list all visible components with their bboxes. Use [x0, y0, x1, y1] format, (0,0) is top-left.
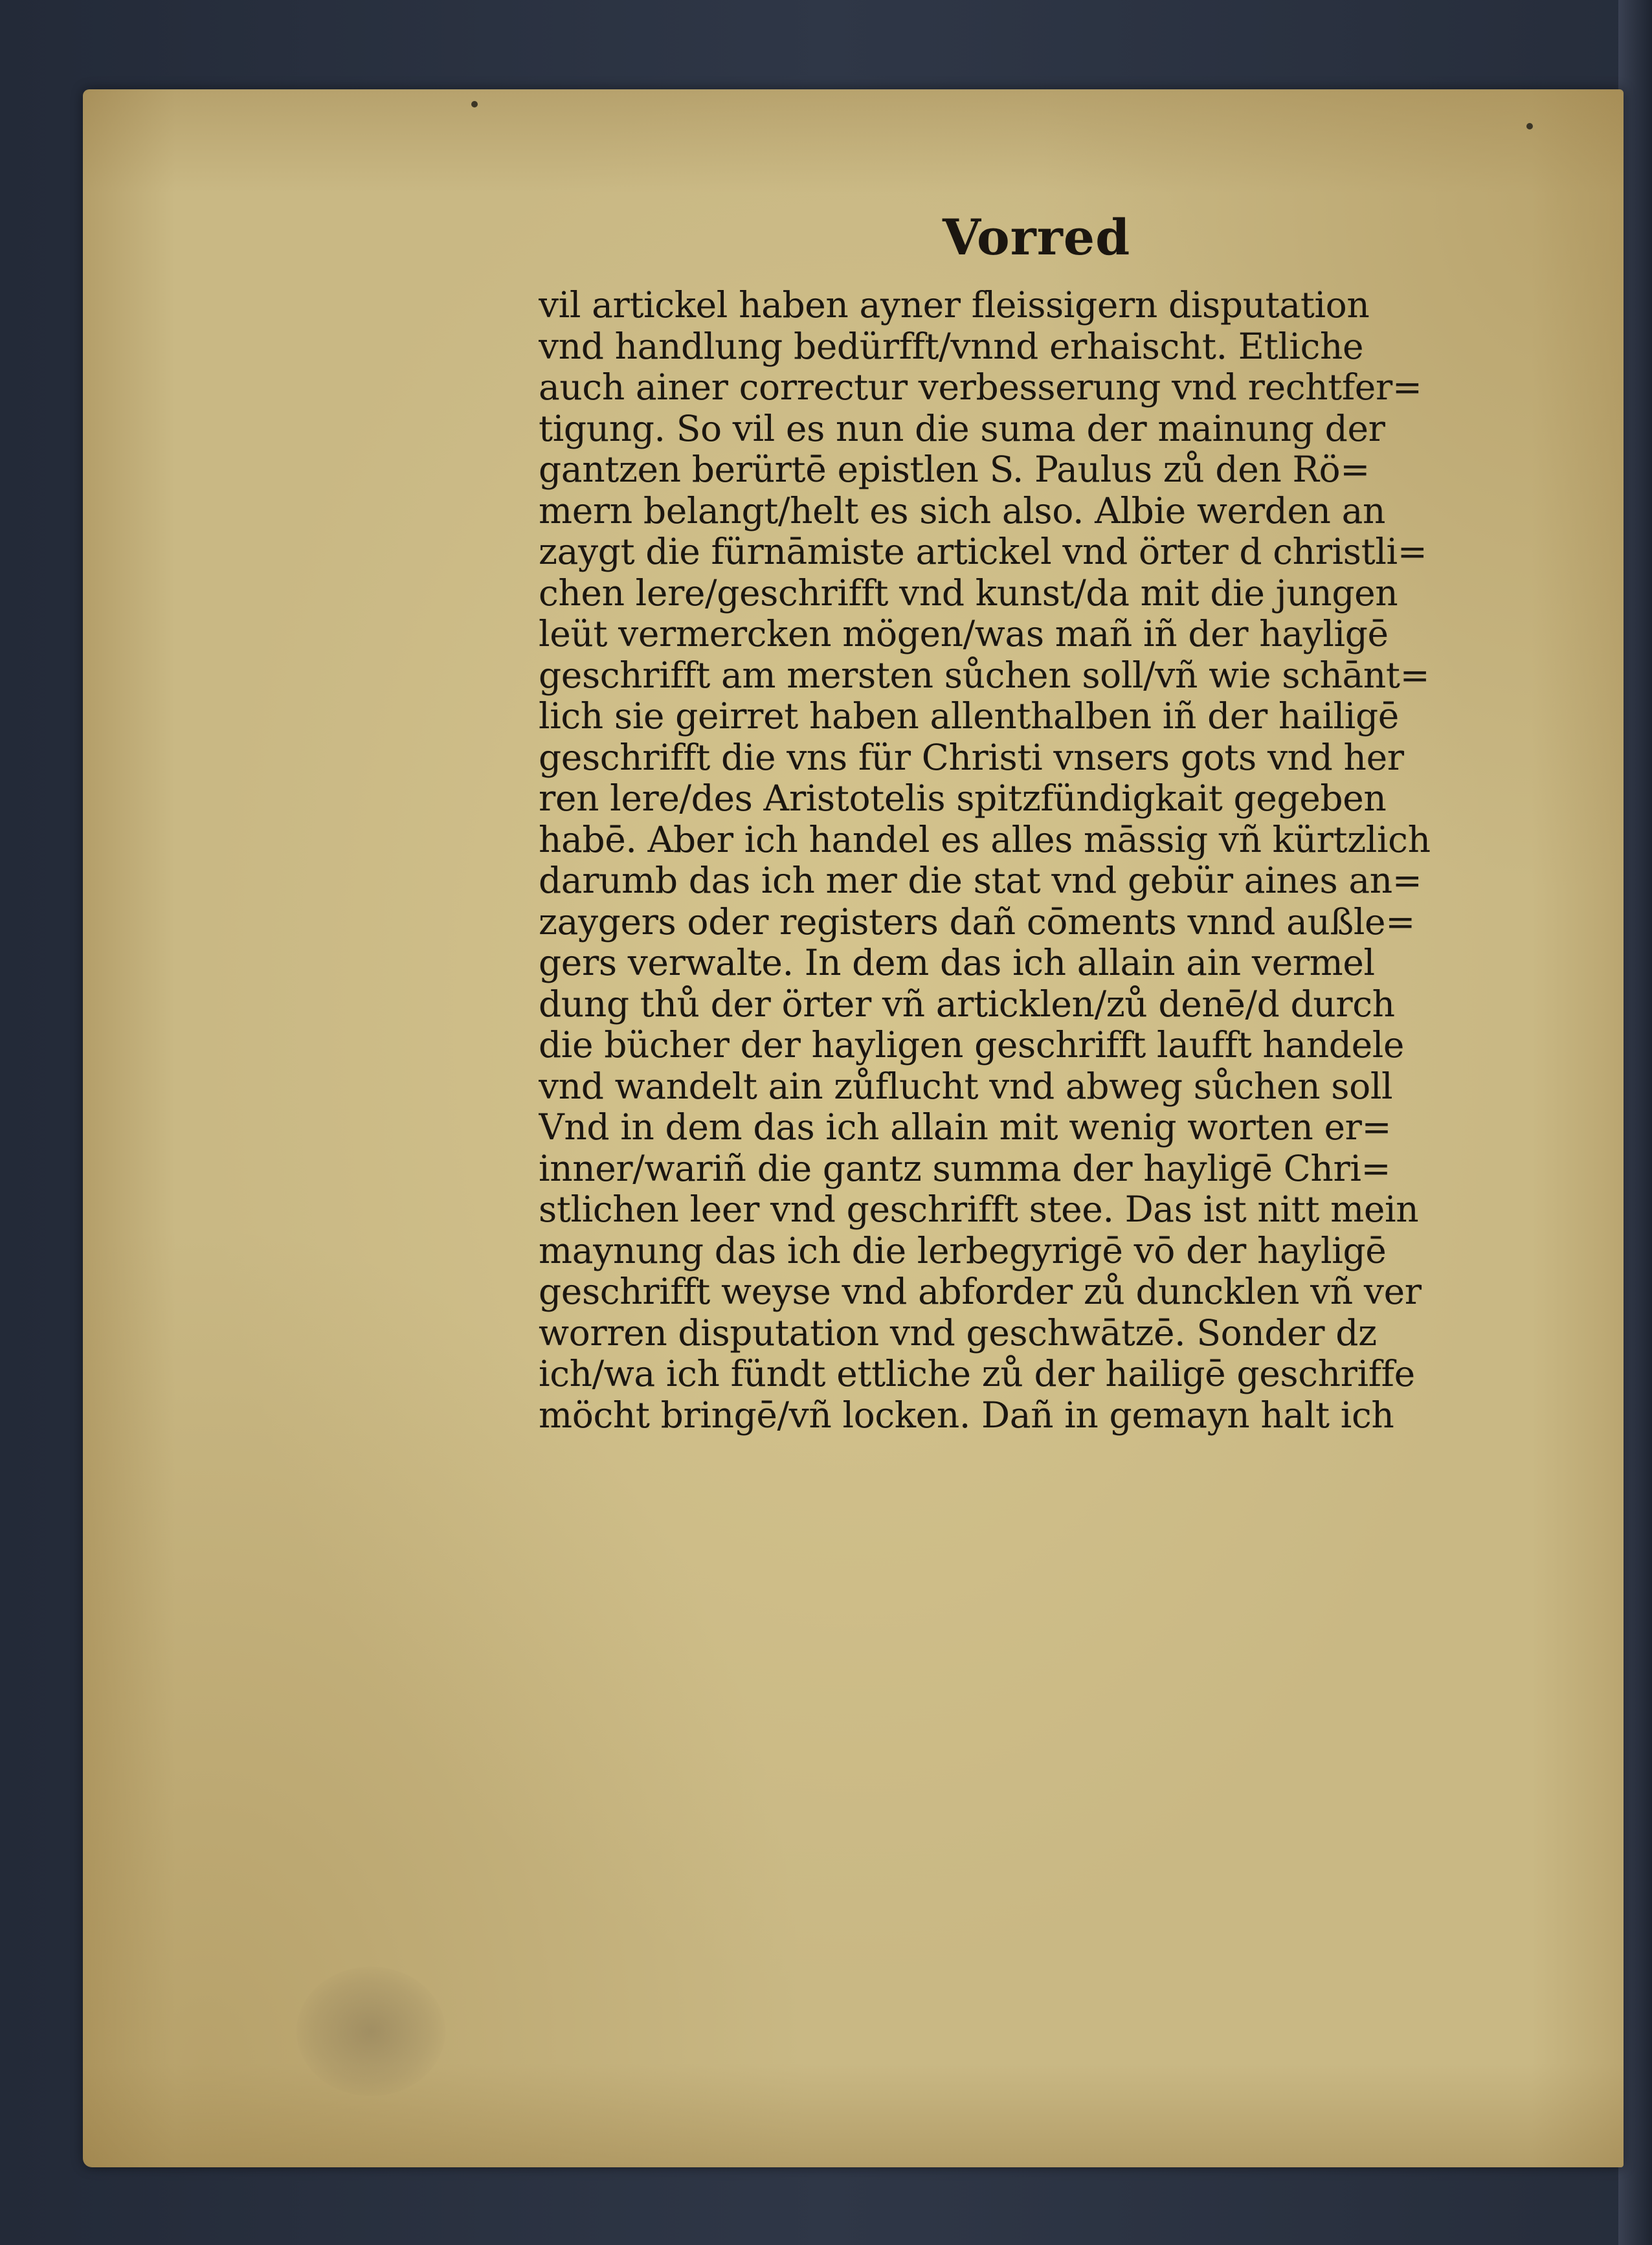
text-line: möcht bringē/vñ locken. Dañ in gemayn halt ich [539, 1394, 1394, 1436]
text-line: leüt vermercken mögen/was mañ iñ der hayligē [539, 614, 1389, 654]
text-line: dung thů der örter vñ articklen/zů denē/d durch [539, 983, 1395, 1025]
text-line: chen lere/geschrifft vnd kunst/da mit die jungen [539, 572, 1398, 614]
text-line: Vnd in dem das ich allain mit wenig worten er= [539, 1107, 1392, 1148]
text-line: lich sie geirret haben allenthalben iñ der hailigē [539, 696, 1399, 737]
ink-speck [471, 101, 478, 107]
text-line: ich/wa ich fündt ettliche zů der hailigē geschriffe [539, 1354, 1415, 1394]
text-line: stlichen leer vnd geschrifft stee. Das ist nitt mein [539, 1189, 1419, 1230]
text-line: maynung das ich die lerbegyrigē vō der hayligē [539, 1230, 1387, 1271]
text-line: vil artickel haben ayner fleissigern disputation [539, 285, 1370, 326]
text-line: vnd handlung bedürfft/vnnd erhaischt. Etliche [539, 326, 1364, 367]
text-line: habē. Aber ich handel es alles māssig vñ kürtzlich [539, 819, 1431, 860]
text-line: geschrifft am mersten sůchen soll/vñ wie schānt= [539, 654, 1430, 696]
text-line: geschrifft die vns für Christi vnsers gots vnd her [539, 737, 1404, 778]
body-text [539, 285, 1510, 1436]
text-line: tigung. So vil es nun die suma der mainung der [539, 408, 1385, 449]
text-line: inner/wariñ die gantz summa der hayligē Chri= [539, 1148, 1391, 1189]
thumbprint-stain [296, 1967, 445, 2096]
text-line: auch ainer correctur verbesserung vnd rechtfer= [539, 367, 1422, 408]
text-line: gers verwalte. In dem das ich allain ain vermel [539, 943, 1375, 983]
text-line: zaygt die fürnāmiste artickel vnd örter d christli= [539, 531, 1427, 572]
text-line: ren lere/des Aristotelis spitzfündigkait gegeben [539, 778, 1387, 819]
running-head: Vorred [943, 208, 1131, 266]
text-line: zaygers oder registers dañ cōments vnnd außle= [539, 901, 1415, 943]
text-line: darumb das ich mer die stat vnd gebür aines an= [539, 860, 1422, 901]
text-line: die bücher der hayligen geschrifft laufft handele [539, 1025, 1405, 1066]
text-line: geschrifft weyse vnd abforder zů duncklen vñ ver [539, 1271, 1422, 1312]
text-line: vnd wandelt ain zůflucht vnd abweg sůchen soll [539, 1066, 1393, 1107]
text-line: mern belangt/helt es sich also. Albie werden an [539, 490, 1386, 531]
text-line: gantzen berürtē epistlen S. Paulus zů den Rö= [539, 449, 1370, 490]
text-line: worren disputation vnd geschwātzē. Sonder dz [539, 1312, 1377, 1354]
ink-speck [1526, 123, 1533, 129]
